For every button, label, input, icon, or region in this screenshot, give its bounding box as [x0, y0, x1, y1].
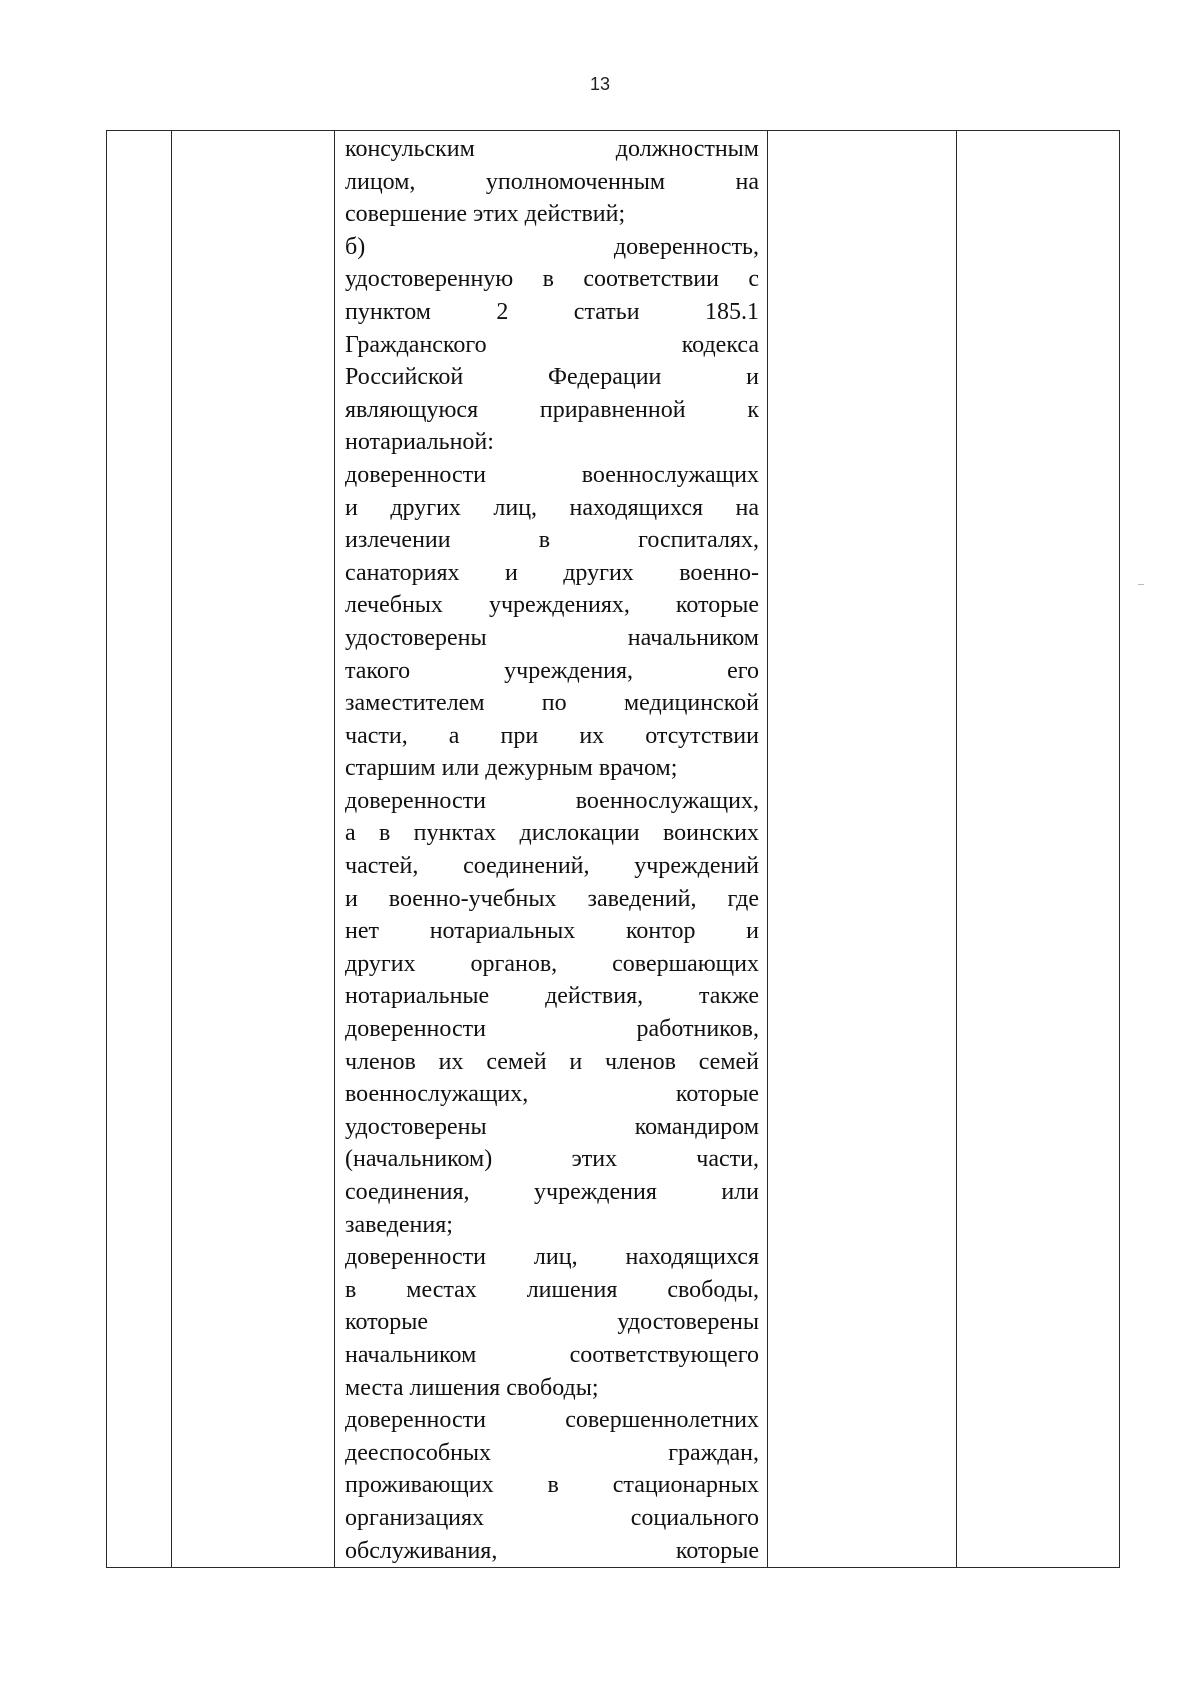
text-line: доверенности военнослужащих — [345, 461, 759, 488]
text-line: являющуюся приравненной к — [345, 396, 759, 423]
text-line: Российской Федерации и — [345, 364, 759, 391]
text-line: организациях социального — [345, 1504, 759, 1531]
text-line: старшим или дежурным врачом; — [345, 755, 678, 782]
text-line: места лишения свободы; — [345, 1374, 599, 1401]
document-table — [106, 130, 1120, 1568]
text-line: лицом, уполномоченным на — [345, 168, 759, 195]
text-line: совершение этих действий; — [345, 201, 626, 228]
text-line: удостоверенную в соответствии с — [345, 266, 759, 293]
text-line: (начальником) этих части, — [345, 1146, 759, 1173]
text-line: доверенности совершеннолетних — [345, 1407, 759, 1434]
text-line: которые удостоверены — [345, 1309, 759, 1336]
text-line: нет нотариальных контор и — [345, 918, 759, 945]
text-line: военнослужащих, которые — [345, 1081, 759, 1108]
text-line: в местах лишения свободы, — [345, 1276, 759, 1303]
text-line: такого учреждения, его — [345, 657, 759, 684]
table-row — [107, 131, 1120, 1568]
text-line: доверенности военнослужащих, — [345, 787, 759, 814]
text-line: а в пунктах дислокации воинских — [345, 820, 759, 847]
text-line: частей, соединений, учреждений — [345, 853, 759, 880]
text-line: проживающих в стационарных — [345, 1472, 759, 1499]
table-cell-col3 — [335, 131, 768, 1568]
scan-margin-mark — [1138, 584, 1144, 585]
text-line: санаториях и других военно- — [345, 559, 759, 586]
text-line: обслуживания, которые — [345, 1537, 759, 1564]
text-line: части, а при их отсутствии — [345, 722, 759, 749]
table-cell-col5 — [957, 131, 1120, 1568]
text-line: пунктом 2 статьи 185.1 — [345, 298, 759, 325]
text-line: консульским должностным — [345, 136, 759, 162]
text-line: удостоверены командиром — [345, 1113, 759, 1140]
text-line: излечении в госпиталях, — [345, 527, 759, 554]
text-line: соединения, учреждения или — [345, 1179, 759, 1205]
text-line: и других лиц, находящихся на — [345, 494, 759, 521]
text-line: Гражданского кодекса — [345, 331, 759, 358]
text-line: доверенности лиц, находящихся — [345, 1244, 759, 1271]
text-line: доверенности работников, — [345, 1016, 759, 1043]
table-cell-col1 — [107, 131, 172, 1568]
text-line: удостоверены начальником — [345, 624, 759, 651]
text-line: лечебных учреждениях, которые — [345, 592, 759, 619]
text-line: и военно-учебных заведений, где — [345, 885, 759, 912]
page-number: 13 — [589, 74, 611, 94]
text-line: б) доверенность, — [345, 233, 759, 260]
text-line: членов их семей и членов семей — [345, 1048, 759, 1075]
text-line: нотариальной: — [345, 429, 494, 456]
cell-col3-text — [335, 131, 767, 1567]
text-line: начальником соответствующего — [345, 1341, 759, 1368]
text-line: дееспособных граждан, — [345, 1439, 759, 1466]
text-line: заведения; — [345, 1211, 453, 1238]
table-cell-col2 — [172, 131, 335, 1568]
text-line: нотариальные действия, также — [345, 983, 759, 1010]
table-cell-col4 — [768, 131, 957, 1568]
text-line: заместителем по медицинской — [345, 690, 759, 717]
text-line: других органов, совершающих — [345, 950, 759, 977]
